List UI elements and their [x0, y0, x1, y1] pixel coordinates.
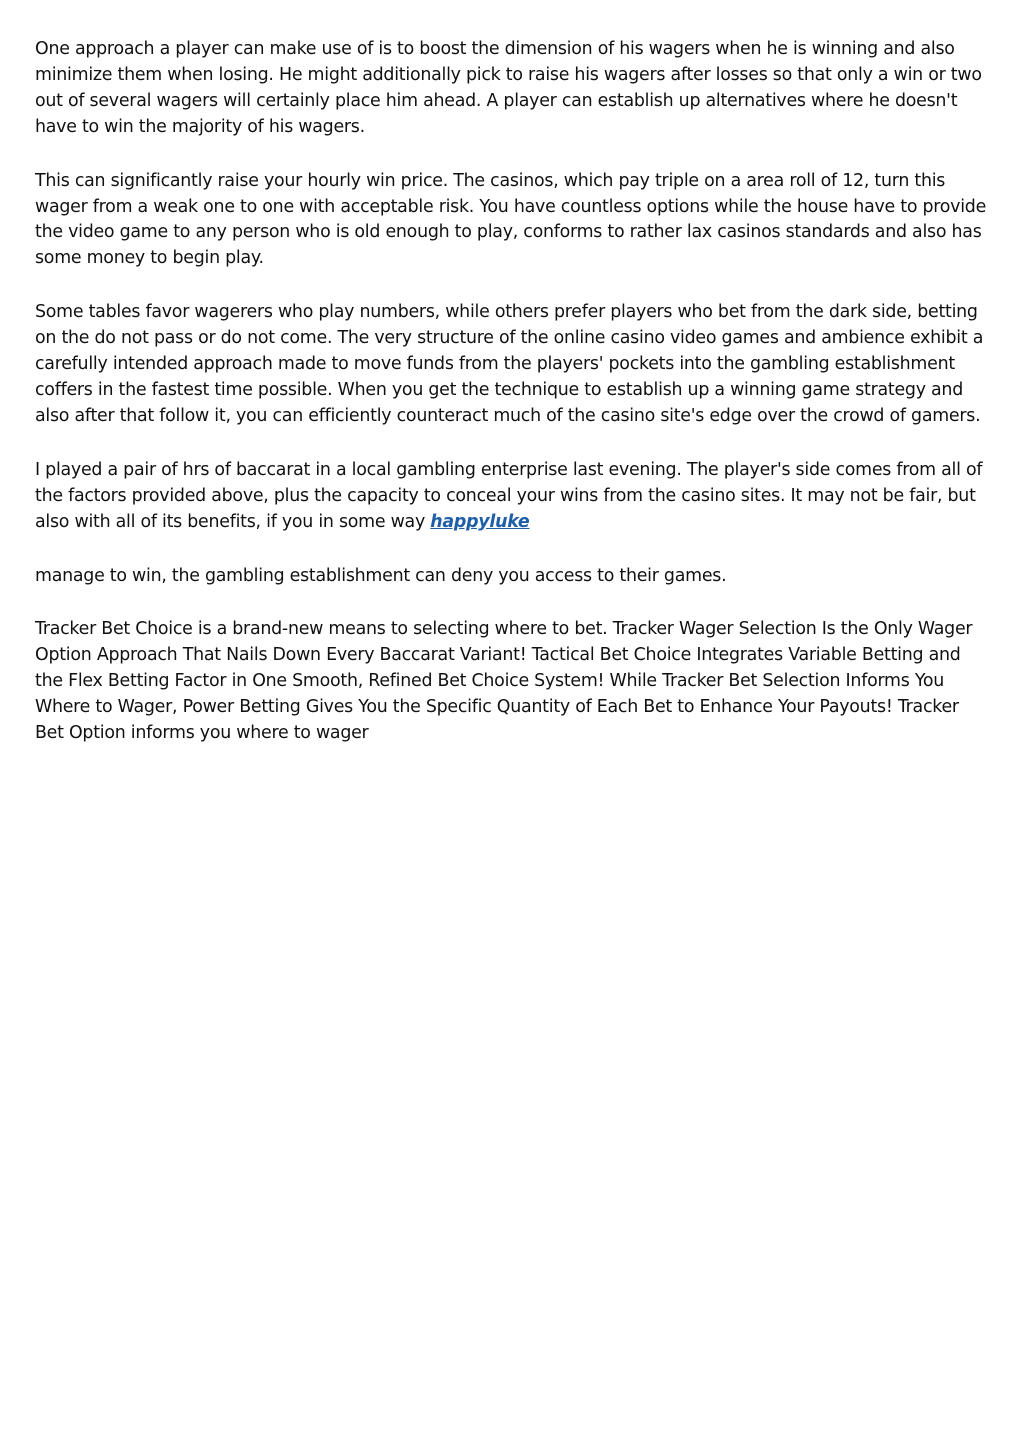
- happyluke-link[interactable]: happyluke: [430, 511, 530, 532]
- paragraph-5: manage to win, the gambling establishment can deny you access to their games.: [35, 565, 727, 586]
- document-body: [35, 37, 987, 775]
- paragraph-4: [35, 458, 987, 536]
- paragraph-6: Tracker Bet Choice is a brand-new means to selecting where to bet. Tracker Wager Selection Is the Only Wager Option Approach That Nails Down Every Baccarat Variant! Tactical Bet Choice Integrates Variable Betting and the Flex Betting Factor in One Smooth, Refined Bet Choice System! While Tracker Bet Selection Informs You Where to Wager, Power Betting Gives You the Specific Quantity of Each Bet to Enhance Your Payouts! Tracker Bet Option informs you where to wager: [35, 619, 973, 744]
- paragraph-4-text: I played a pair of hrs of baccarat in a local gambling enterprise last evening. The player's side comes from all of the factors provided above, plus the capacity to conceal your wins from the casino sites. It may not be fair, but also with all of its benefits, if you in some way: [35, 459, 983, 532]
- paragraph-2: This can significantly raise your hourly win price. The casinos, which pay triple on a area roll of 12, turn this wager from a weak one to one with acceptable risk. You have countless options while the house have to provide the video game to any person who is old enough to play, conforms to rather lax casinos standards and also has some money to begin play.: [35, 170, 987, 269]
- paragraph-3: Some tables favor wagerers who play numbers, while others prefer players who bet from the dark side, betting on the do not pass or do not come. The very structure of the online casino video games and ambience exhibit a carefully intended approach made to move funds from the players' pockets into the gambling establishment coffers in the fastest time possible. When you get the technique to establish up a winning game strategy and also after that follow it, you can efficiently counteract much of the casino site's edge over the crowd of gamers.: [35, 302, 984, 426]
- paragraph-1: One approach a player can make use of is to boost the dimension of his wagers when he is winning and also minimize them when losing. He might additionally pick to raise his wagers after losses so that only a win or two out of several wagers will certainly place him ahead. A player can establish up alternatives where he doesn't have to win the majority of his wagers.: [35, 39, 982, 137]
